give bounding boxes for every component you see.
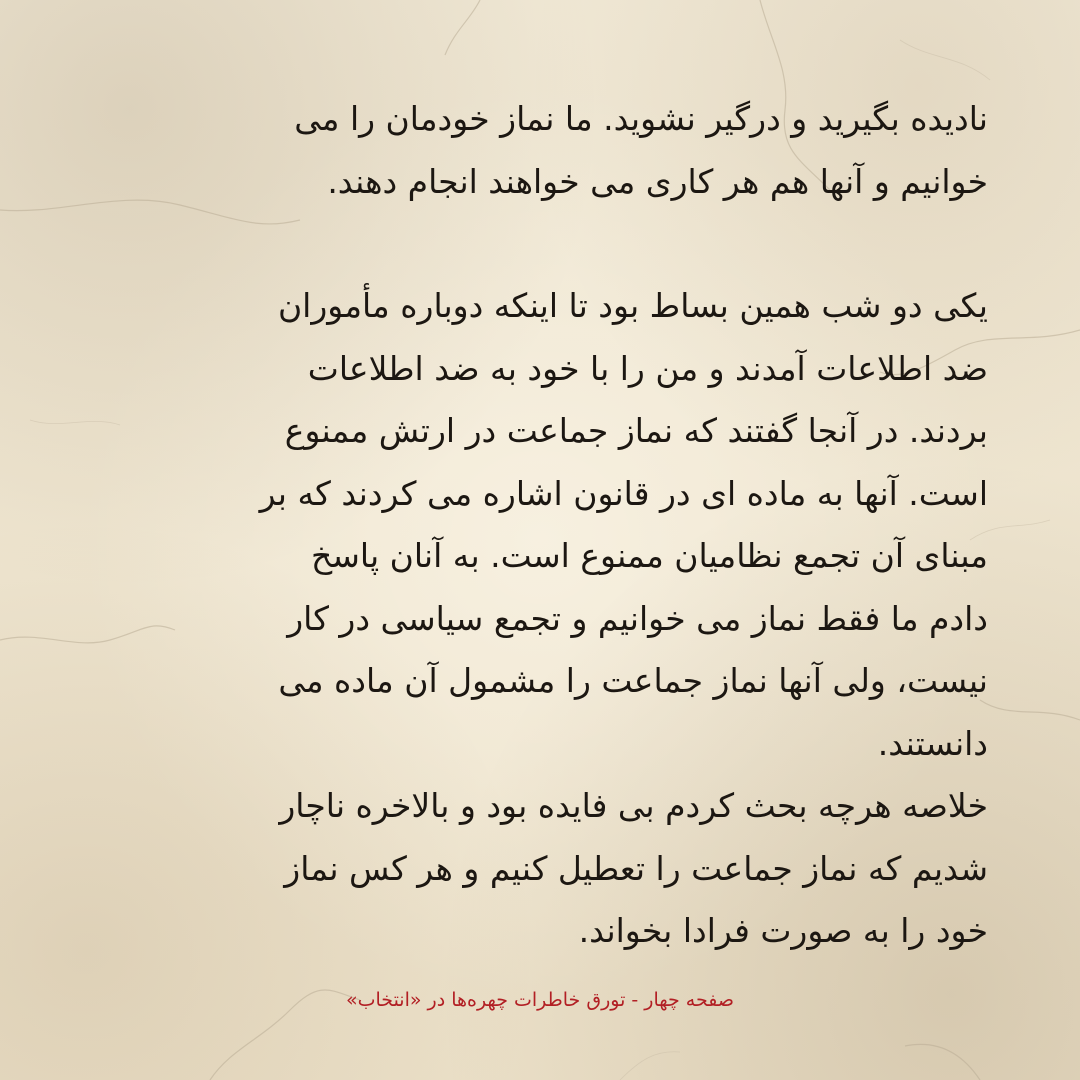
article-body bbox=[92, 88, 988, 963]
paragraph-spacer bbox=[92, 213, 988, 275]
paragraph-2: یکی دو شب همین بساط بود تا اینکه دوباره مأموران ضد اطلاعات آمدند و من را با خود به ضد اطلاعات بردند. در آنجا گفتند که نماز جماعت در ارتش ممنوع است. آنها به ماده ای در قانون اشاره می کردند که بر مبنای آن تجمع نظامیان ممنوع است. به آنان پاسخ دادم ما فقط نماز می خوانیم و تجمع سیاسی در کار نیست، ولی آنها نماز جماعت را مشمول آن ماده می دانستند. bbox=[259, 286, 988, 763]
paragraph-3: خلاصه هرچه بحث کردم بی فایده بود و بالاخره ناچار شدیم که نماز جماعت را تعطیل کنیم و هر کس نماز خود را به صورت فرادا بخواند. bbox=[279, 786, 988, 950]
footer-caption: صفحه چهار - تورق خاطرات چهره‌ها در «انتخاب» bbox=[346, 989, 734, 1011]
paragraph-1: نادیده بگیرید و درگیر نشوید. ما نماز خودمان را می خوانیم و آنها هم هر کاری می خواهند انجام دهند. bbox=[294, 99, 988, 201]
